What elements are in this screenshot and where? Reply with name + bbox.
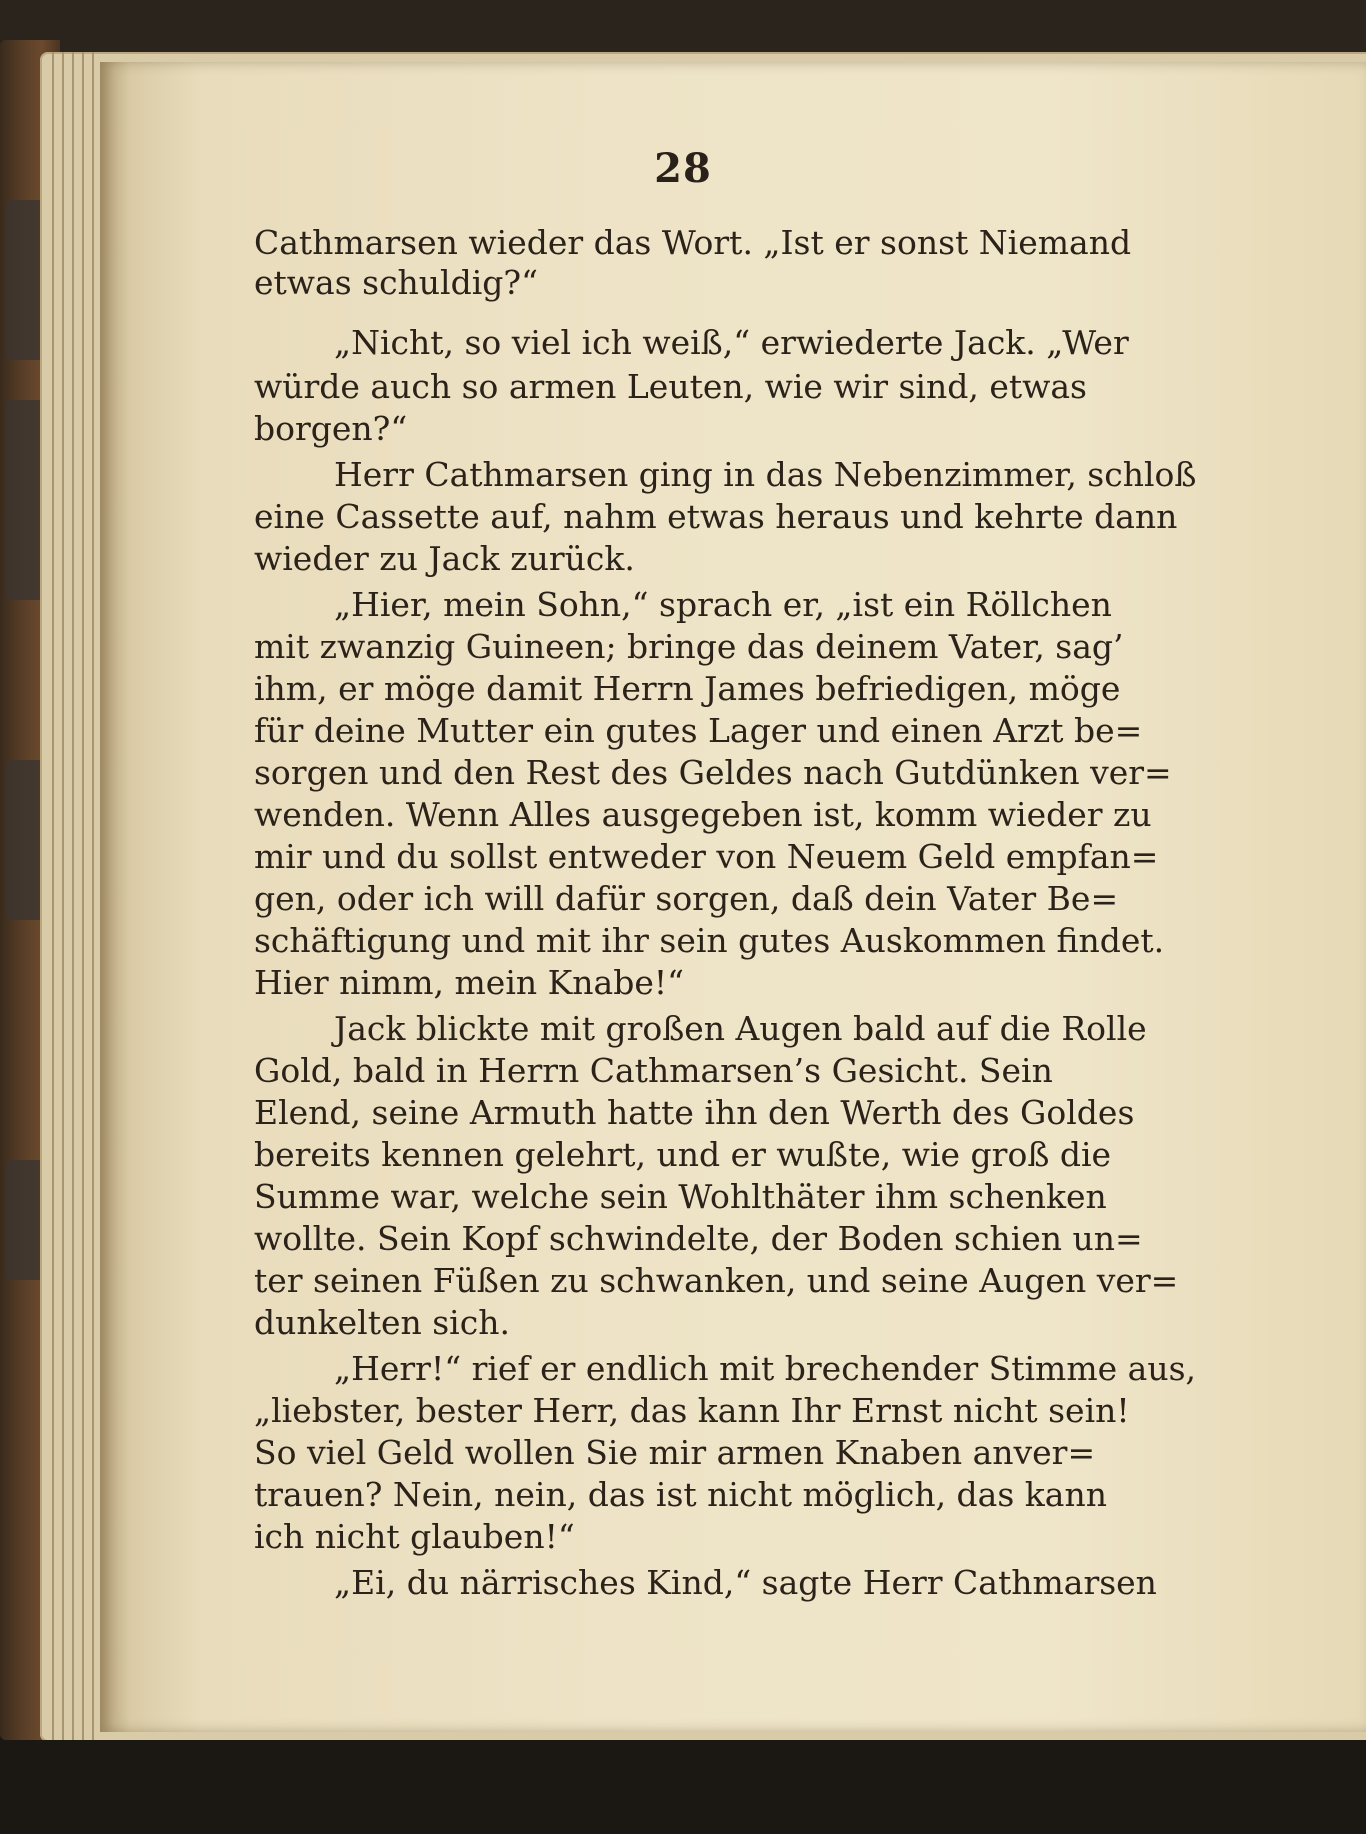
text-line: „Ei, du närrisches Kind,“ sagte Herr Cathmarsen — [334, 1563, 1157, 1602]
text-line: So viel Geld wollen Sie mir armen Knaben anver= — [254, 1433, 1096, 1472]
text-line: ter seinen Füßen zu schwanken, und seine Augen ver= — [254, 1261, 1179, 1300]
text-line: bereits kennen gelehrt, und er wußte, wie groß die — [254, 1135, 1112, 1174]
page-gutter-shadow — [100, 62, 130, 1732]
text-line: borgen?“ — [254, 409, 408, 448]
page-edge-line — [52, 52, 54, 1742]
text-line: ich nicht glauben!“ — [254, 1517, 575, 1556]
page-edge-line — [72, 52, 74, 1742]
text-line: Cathmarsen wieder das Wort. „Ist er sonst Niemand — [254, 223, 1132, 262]
text-line: sorgen und den Rest des Geldes nach Gutdünken ver= — [254, 753, 1172, 792]
text-line: wieder zu Jack zurück. — [254, 539, 635, 578]
scan-background — [0, 1740, 1366, 1834]
text-line: gen, oder ich will dafür sorgen, daß dein Vater Be= — [254, 879, 1119, 918]
text-line: ihm, er möge damit Herrn James befriedigen, möge — [254, 669, 1121, 708]
page-edge-line — [92, 52, 94, 1742]
text-line: etwas schuldig?“ — [254, 263, 538, 302]
text-line: wenden. Wenn Alles ausgegeben ist, komm wieder zu — [254, 795, 1152, 834]
text-line: Jack blickte mit großen Augen bald auf die Rolle — [334, 1009, 1147, 1048]
text-line: eine Cassette auf, nahm etwas heraus und kehrte dann — [254, 497, 1178, 536]
text-line: trauen? Nein, nein, das ist nicht möglich, das kann — [254, 1475, 1107, 1514]
text-line: Elend, seine Armuth hatte ihn den Werth des Goldes — [254, 1093, 1135, 1132]
text-line: „Nicht, so viel ich weiß,“ erwiederte Jack. „Wer — [334, 323, 1129, 362]
text-line: dunkelten sich. — [254, 1303, 510, 1342]
text-line: schäftigung und mit ihr sein gutes Auskommen findet. — [254, 921, 1165, 960]
text-line: mir und du sollst entweder von Neuem Geld empfan= — [254, 837, 1159, 876]
text-line: „Herr!“ rief er endlich mit brechender Stimme aus, — [334, 1349, 1197, 1388]
page-edge-line — [62, 52, 64, 1742]
text-line: „liebster, bester Herr, das kann Ihr Ernst nicht sein! — [254, 1391, 1130, 1430]
text-line: mit zwanzig Guineen; bringe das deinem Vater, sag’ — [254, 627, 1124, 666]
text-line: Summe war, welche sein Wohlthäter ihm schenken — [254, 1177, 1107, 1216]
text-line: für deine Mutter ein gutes Lager und einen Arzt be= — [254, 711, 1143, 750]
text-line: „Hier, mein Sohn,“ sprach er, „ist ein Röllchen — [334, 585, 1112, 624]
text-line: Hier nimm, mein Knabe!“ — [254, 963, 684, 1002]
text-line: Herr Cathmarsen ging in das Nebenzimmer, schloß — [334, 455, 1197, 494]
text-line: wollte. Sein Kopf schwindelte, der Boden schien un= — [254, 1219, 1143, 1258]
text-line: Gold, bald in Herrn Cathmarsen’s Gesicht. Sein — [254, 1051, 1053, 1090]
text-line: würde auch so armen Leuten, wie wir sind, etwas — [254, 367, 1087, 406]
page-number: 28 — [654, 145, 712, 192]
page-edge-line — [82, 52, 84, 1742]
